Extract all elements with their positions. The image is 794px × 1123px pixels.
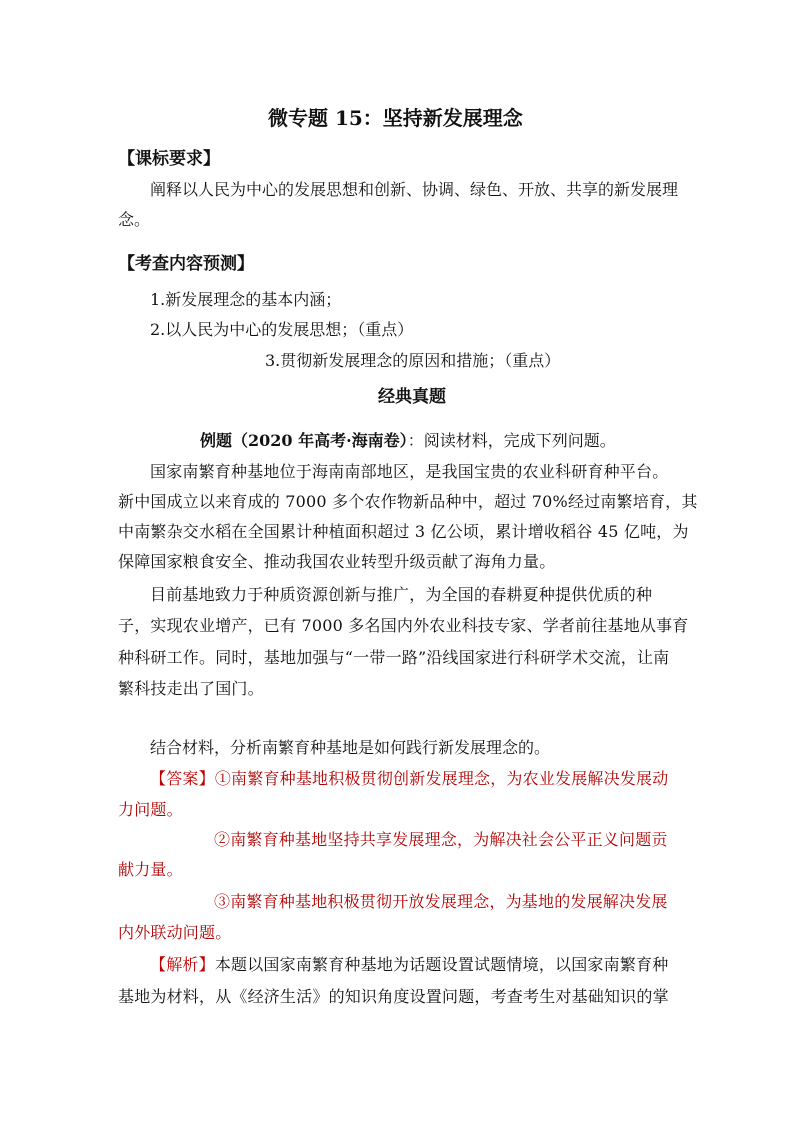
curriculum-text-line-1: 阐释以人民为中心的发展思想和创新、协调、绿色、开放、共享的新发展理 [150,180,679,199]
answer-line-3: ②南繁育种基地坚持共享发展理念，为解决社会公平正义问题贡 [214,830,668,849]
material-line-5: 目前基地致力于种质资源创新与推广，为全国的春耕夏种提供优质的种 [150,585,653,604]
answer-line-1 [150,769,668,789]
material-line-3: 中南繁杂交水稻在全国累计种植面积超过 3 亿公顷，累计增收稻谷 45 亿吨，为 [118,522,689,541]
forecast-heading: 【考查内容预测】 [118,254,254,274]
material-line-1: 国家南繁育种基地位于海南南部地区，是我国宝贵的农业科研育种平台。 [150,462,669,481]
page-title: 微专题 15：坚持新发展理念 [268,106,523,130]
material-line-8: 繁科技走出了国门。 [118,679,264,698]
example-instruction: ：阅读材料，完成下列问题。 [407,431,616,450]
forecast-item-3: 3.贯彻新发展理念的原因和措施；（重点） [265,351,561,370]
forecast-item-2: 2.以人民为中心的发展思想；（重点） [150,320,414,339]
answer-line-4: 献力量。 [118,860,183,879]
example-label: 例题（2020 年高考·海南卷） [200,431,408,450]
answer-line-5: ③南繁育种基地积极贯彻开放发展理念，为基地的发展解决发展 [214,892,668,911]
material-line-4: 保障国家粮食安全、推动我国农业转型升级贡献了海角力量。 [118,552,556,571]
answer-point-1: ①南繁育种基地积极贯彻创新发展理念，为农业发展解决发展动 [214,769,669,788]
answer-line-2: 力问题。 [118,800,183,819]
analysis-line-2: 基地为材料，从《经济生活》的知识角度设置问题，考查考生对基础知识的掌 [118,987,669,1006]
answer-line-6: 内外联动问题。 [118,923,232,942]
analysis-line-1 [150,955,668,975]
analysis-label: 【解析】 [150,955,215,974]
curriculum-heading: 【课标要求】 [118,149,220,169]
example-question-line [200,431,616,451]
answer-label: 【答案】 [150,769,215,788]
question-text: 结合材料，分析南繁育种基地是如何践行新发展理念的。 [150,738,551,757]
forecast-item-1: 1.新发展理念的基本内涵； [150,290,342,309]
analysis-text-1: 本题以国家南繁育种基地为话题设置试题情境，以国家南繁育种 [214,955,669,974]
material-line-7: 种科研工作。同时，基地加强与“一带一路”沿线国家进行科研学术交流，让南 [118,648,670,667]
classic-questions-heading: 经典真题 [378,387,446,407]
curriculum-text-line-2: 念。 [118,210,151,229]
material-line-6: 子，实现农业增产，已有 7000 多名国内外农业科技专家、学者前往基地从事育 [118,616,689,635]
material-line-2: 新中国成立以来育成的 7000 多个农作物新品种中，超过 70%经过南繁培育，其 [118,492,698,511]
